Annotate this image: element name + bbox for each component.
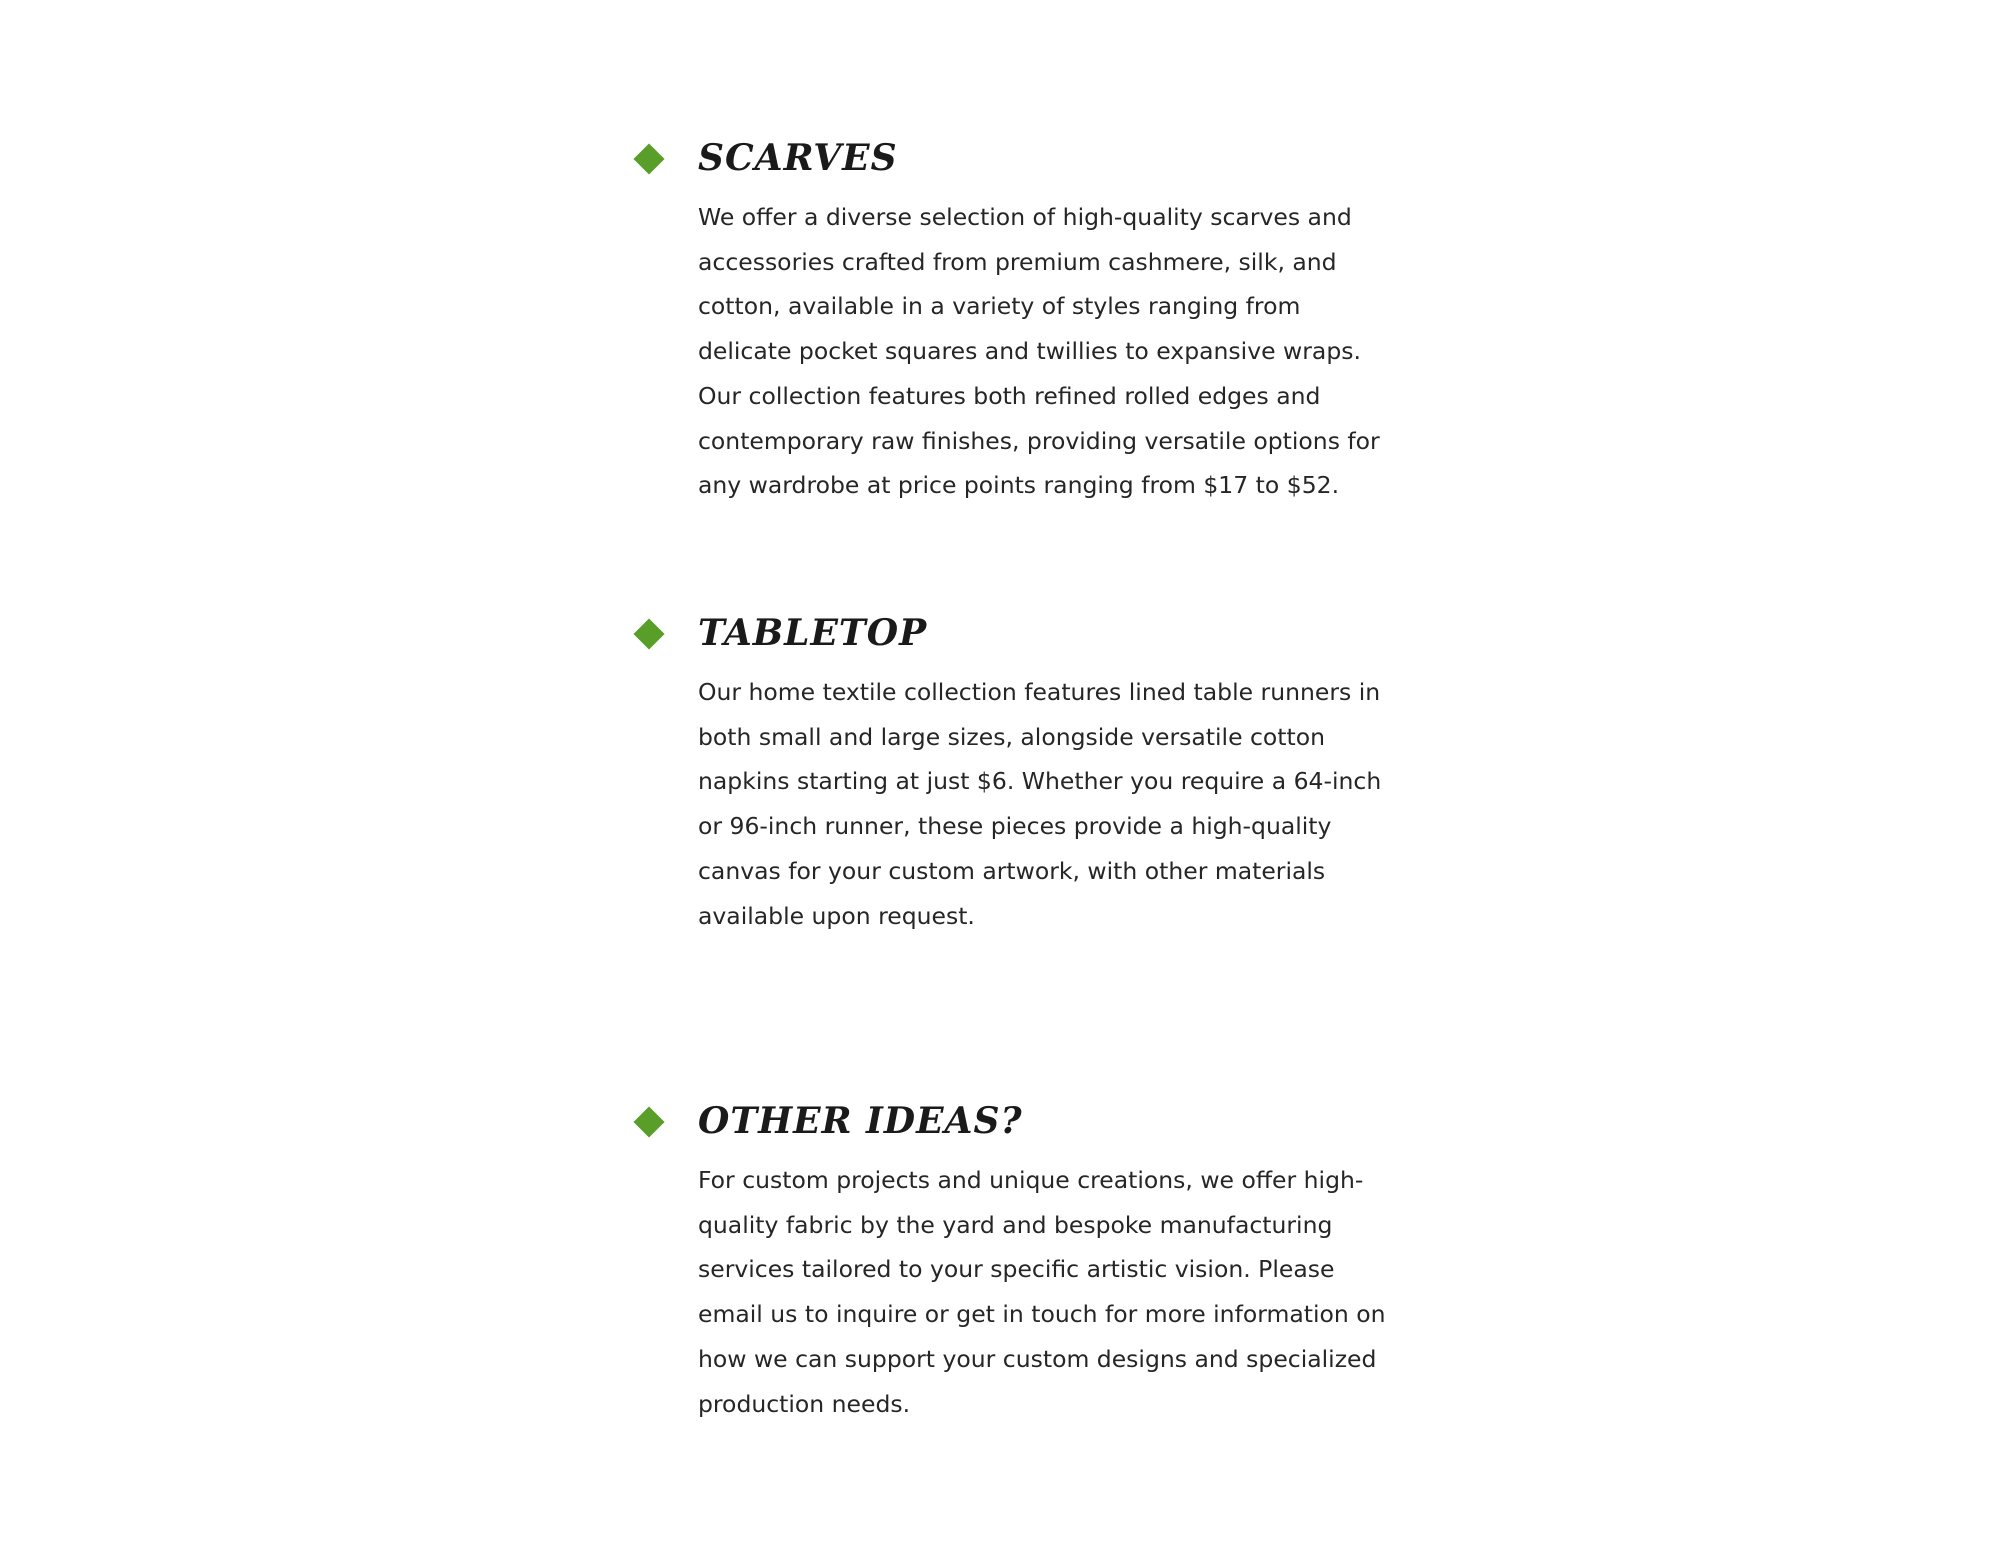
- section-body-other-ideas: For custom projects and unique creations, we offer high-quality fabric by the yard and bespoke manufacturing services tailored to your specific artistic vision. Please email us to inquire or get in touch for more information on how we can support your custom designs and specialized production needs.: [698, 1166, 1386, 1418]
- section-title-scarves: SCARVES: [698, 137, 898, 179]
- section-header: [0, 132, 2000, 192]
- diamond-icon: [633, 1106, 664, 1137]
- section-body-tabletop: Our home textile collection features lined table runners in both small and large sizes, alongside versatile cotton napkins starting at just $6. Whether you require a 64-inch or 96-inch runner, these pieces provide a high-quality canvas for your custom artwork, with other materials available upon request.: [698, 678, 1382, 930]
- diamond-icon: [633, 618, 664, 649]
- section-body-scarves: We offer a diverse selection of high-quality scarves and accessories crafted from premium cashmere, silk, and cotton, available in a variety of styles ranging from delicate pocket squares and twillies to expansive wraps. Our collection features both refined rolled edges and contemporary raw finishes, providing versatile options for any wardrobe at price points ranging from $17 to $52.: [698, 203, 1380, 500]
- section-title-other-ideas: OTHER IDEAS?: [698, 1100, 1023, 1142]
- section-title-tabletop: TABLETOP: [698, 612, 928, 654]
- section-header: [0, 1095, 2000, 1155]
- diamond-icon: [633, 143, 664, 174]
- section-header: [0, 607, 2000, 667]
